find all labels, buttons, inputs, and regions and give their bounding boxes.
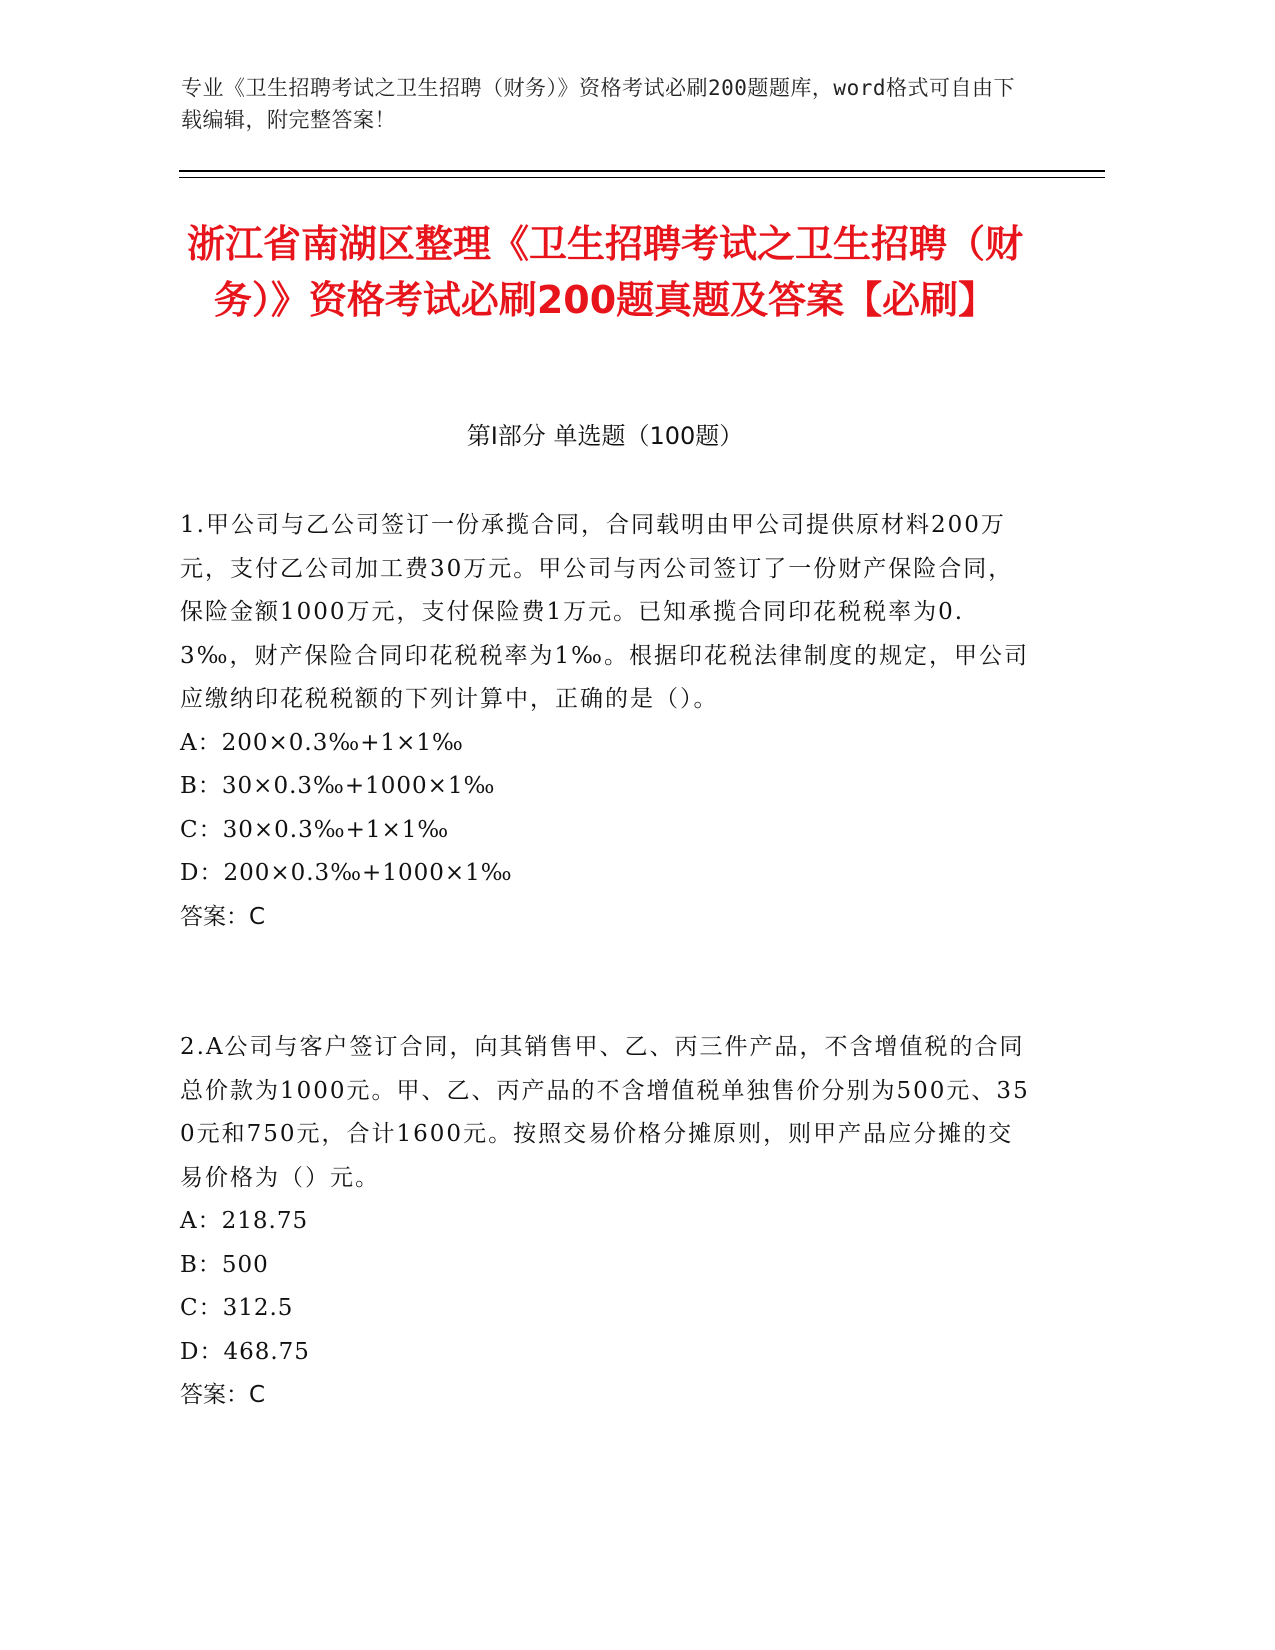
option-a: A：200×0.3‰+1×1‰ (180, 729, 464, 756)
option-c: C：312.5 (180, 1295, 294, 1321)
section-heading: 第Ⅰ部分 单选题（100题） (466, 422, 744, 450)
question-2 (180, 1026, 1030, 1418)
option-b: B：30×0.3‰+1000×1‰ (180, 773, 496, 799)
question-1 (180, 504, 1030, 939)
header-rule-thick (179, 170, 1105, 172)
option-c: C：30×0.3‰+1×1‰ (180, 816, 450, 843)
header-note: 专业《卫生招聘考试之卫生招聘（财务）》资格考试必刷200题题库，word格式可自由下载编辑，附完整答案！ (181, 76, 1015, 132)
header-rule-thin (179, 177, 1105, 178)
option-d: D：468.75 (180, 1338, 310, 1365)
answer: 答案：C (180, 903, 266, 930)
question-text: 2.A公司与客户签订合同，向其销售甲、乙、丙三件产品，不含增值税的合同总价款为1000元。甲、乙、丙产品的不含增值税单独售价分别为500元、350元和750元，合计1600元。按照交易价格分摊原则，则甲产品应分摊的交易价格为（）元。 (180, 1034, 1030, 1191)
answer: 答案：C (180, 1382, 266, 1408)
document-title: 浙江省南湖区整理《卫生招聘考试之卫生招聘（财务）》资格考试必刷200题真题及答案【必刷】 (186, 222, 1023, 322)
option-b: B：500 (180, 1251, 269, 1278)
question-text: 1.甲公司与乙公司签订一份承揽合同，合同载明由甲公司提供原材料200万元，支付乙公司加工费30万元。甲公司与丙公司签订了一份财产保险合同，保险金额1000万元，支付保险费1万元。已知承揽合同印花税税率为0.3‰，财产保险合同印花税税率为1‰。根据印花税法律制度的规定，甲公司应缴纳印花税税额的下列计算中，正确的是（）。 (180, 512, 1029, 712)
option-d: D：200×0.3‰+1000×1‰ (180, 860, 513, 886)
option-a: A：218.75 (180, 1208, 309, 1234)
